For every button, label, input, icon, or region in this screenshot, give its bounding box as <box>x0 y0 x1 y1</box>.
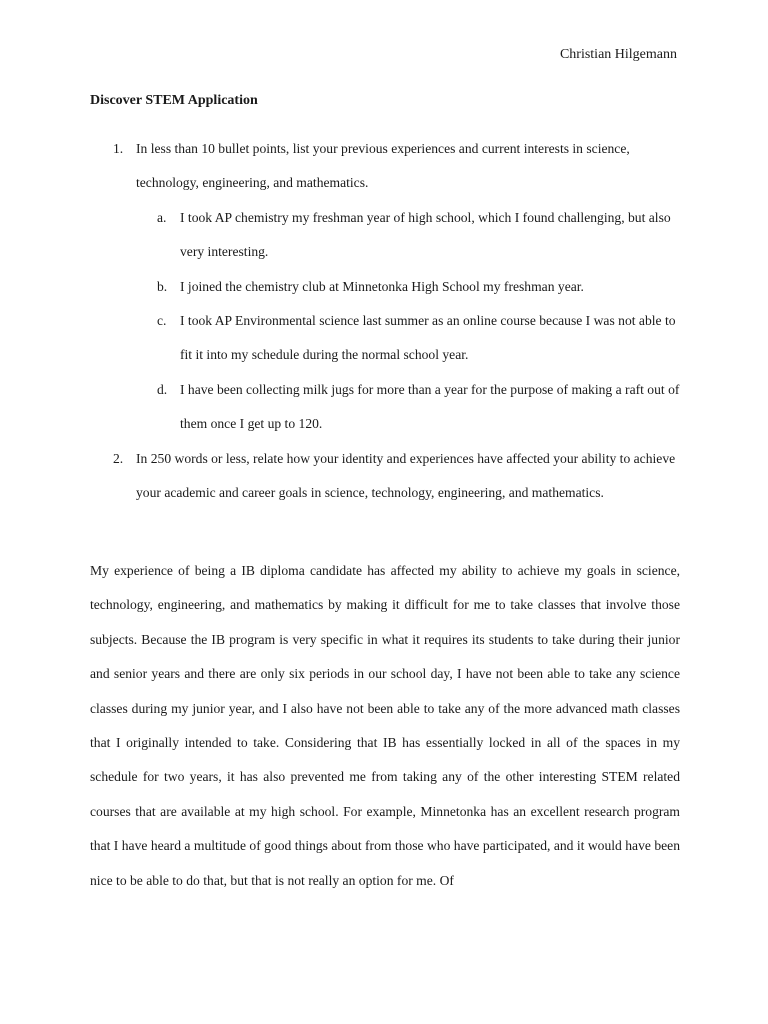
answer-item <box>136 304 681 373</box>
answer-item <box>136 270 681 304</box>
question-item <box>0 442 681 511</box>
question-text: In 250 words or less, relate how your identity and experiences have affected your ability to achieve your academic and career goals in science, technology, engineering, and mathematics. <box>136 450 676 501</box>
answer-list <box>136 201 681 442</box>
question-number: 2. <box>113 450 124 466</box>
question-list <box>0 132 768 510</box>
question-number: 1. <box>113 141 124 156</box>
essay-paragraph: My experience of being a IB diploma candidate has affected my ability to achieve my goals in science, technology, engineering, and mathematics by making it difficult for me to take classes that involve those subjects. Because the IB program is very specific in what it requires its students to take during their junior and senior years and there are only six periods in our school day, I have not been able to take any science classes during my junior year, and I also have not been able to take any of the more advanced math classes that I originally intended to take. Considering that IB has essentially locked in all of the spaces in my schedule for two years, it has also prevented me from taking any of the other interesting STEM related courses that are available at my high school. For example, Minnetonka has an excellent research program that I have heard a multitude of good things about from those who have participated, and it would have been nice to be able to do that, but that is not really an option for me. Of <box>90 563 680 888</box>
answer-item <box>136 373 681 442</box>
document-title: Discover STEM Application <box>90 93 258 108</box>
question-text: In less than 10 bullet points, list your previous experiences and current interests in science, technology, engineering, and mathematics. <box>136 141 630 191</box>
answer-text: I took AP chemistry my freshman year of high school, which I found challenging, but also very interesting. <box>180 209 671 260</box>
answer-letter: d. <box>157 381 168 397</box>
answer-item <box>136 201 681 270</box>
question-item <box>0 132 681 442</box>
answer-text: I joined the chemistry club at Minnetonka High School my freshman year. <box>180 278 584 294</box>
answer-text: I have been collecting milk jugs for more than a year for the purpose of making a raft out of them once I get up to 120. <box>180 381 680 432</box>
answer-letter: c. <box>157 313 167 329</box>
author-name-header: Christian Hilgemann <box>559 47 677 62</box>
answer-letter: a. <box>157 209 167 225</box>
answer-text: I took AP Environmental science last summer as an online course because I was not able to fit it into my schedule during the normal school year. <box>180 313 676 363</box>
answer-letter: b. <box>157 278 168 294</box>
